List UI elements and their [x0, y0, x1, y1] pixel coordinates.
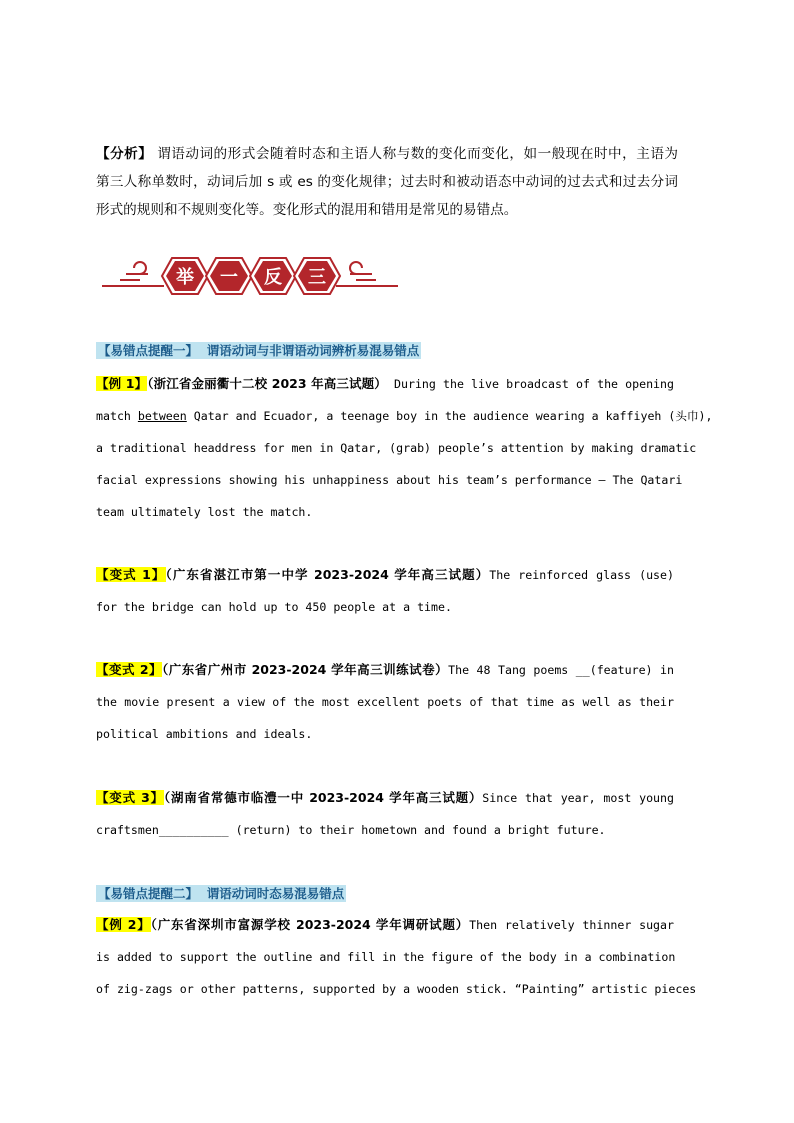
example-2 [96, 909, 697, 1005]
example-text: Qatar and Ecuador, a teenage boy in the audience wearing a kaffiyeh (头巾), [186, 409, 713, 423]
tip-heading-1 [96, 341, 678, 359]
banner-char: 三 [308, 267, 326, 288]
variant-source: （广东省广州市 2023-2024 学年高三训练试卷） [162, 662, 449, 677]
variant-text: the movie present a view of the most excellent poets of that time as well as their [96, 695, 674, 709]
variant-1 [96, 559, 674, 623]
variant-3 [96, 782, 674, 846]
banner-char: 反 [264, 267, 282, 288]
variant-text: for the bridge can hold up to 450 people at a time. [96, 600, 452, 614]
banner-juyifansan [100, 250, 400, 302]
variant-2 [96, 654, 674, 750]
example-text: During the live broadcast of the opening [394, 377, 675, 391]
variant-tag: 【变式 1】 [96, 567, 166, 582]
variant-text: The reinforced glass (use) [489, 568, 674, 582]
example-tag: 【例 1】 [96, 376, 148, 391]
analysis-paragraph [96, 140, 678, 224]
example-text: facial expressions showing his unhappiness about his team’s performance — The Qatari [96, 473, 683, 487]
banner-char: 一 [220, 267, 238, 288]
example-text: is added to support the outline and fill in the figure of the body in a combination [96, 950, 676, 964]
analysis-line: 谓语动词的形式会随着时态和主语人称与数的变化而变化，如一般现在时中，主语为 [157, 146, 679, 162]
banner-char: 举 [176, 267, 194, 288]
example-text: team ultimately lost the match. [96, 505, 313, 519]
analysis-tag: 【分析】 [96, 146, 153, 162]
example-text: a traditional headdress for men in Qatar, (grab) people’s attention by making dramatic [96, 441, 697, 455]
example-tag: 【例 2】 [96, 917, 151, 932]
variant-text: political ambitions and ideals. [96, 727, 313, 741]
example-source: （广东省深圳市富源学校 2023-2024 学年调研试题） [150, 917, 470, 932]
tip-label: 【易错点提醒一】 [98, 343, 199, 358]
variant-text: Since that year, most young [482, 791, 674, 805]
example-text: match [96, 409, 138, 423]
example-1 [96, 368, 713, 528]
variant-tag: 【变式 3】 [96, 790, 164, 805]
variant-source: （湖南省常德市临澧一中 2023-2024 学年高三试题） [163, 790, 483, 805]
example-text: Then relatively thinner sugar [469, 918, 674, 932]
tip-heading-2 [96, 884, 678, 902]
variant-tag: 【变式 2】 [96, 662, 163, 677]
example-source: （浙江省金丽衢十二校 2023 年高三试题） [147, 376, 387, 391]
tip-title: 谓语动词时态易混易错点 [206, 886, 345, 901]
analysis-line: 第三人称单数时，动词后加 s 或 es 的变化规律；过去时和被动语态中动词的过去式和过去分词 [96, 174, 678, 190]
variant-text: craftsmen__________ (return) to their hometown and found a bright future. [96, 823, 606, 837]
variant-source: （广东省湛江市第一中学 2023-2024 学年高三试题） [165, 567, 490, 582]
variant-text: The 48 Tang poems __(feature) in [448, 663, 674, 677]
analysis-line: 形式的规则和不规则变化等。变化形式的混用和错用是常见的易错点。 [96, 202, 518, 218]
tip-title: 谓语动词与非谓语动词辨析易混易错点 [206, 343, 420, 358]
underlined-word: between [137, 409, 187, 423]
example-text: of zig-zags or other patterns, supported by a wooden stick. “Painting” artistic pieces [96, 982, 697, 996]
tip-label: 【易错点提醒二】 [98, 886, 199, 901]
